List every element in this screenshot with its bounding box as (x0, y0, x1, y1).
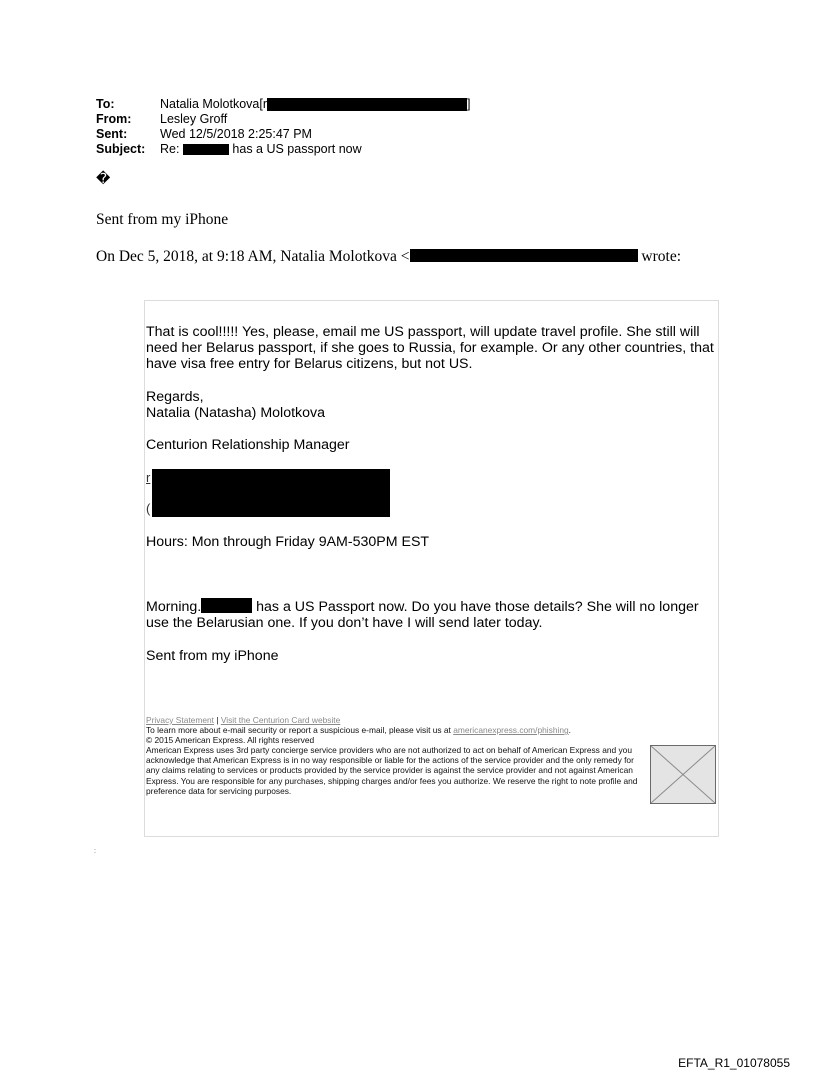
footer-separator: | (216, 715, 219, 725)
redaction-bar (201, 598, 252, 613)
hours-line: Hours: Mon through Friday 9AM-530PM EST (146, 534, 430, 550)
sent-value: Wed 12/5/2018 2:25:47 PM (160, 127, 312, 141)
subject-prefix: Re: (160, 142, 180, 156)
to-label: To: (96, 97, 115, 111)
learn-more-text: To learn more about e-mail security or report a suspicious e-mail, please visit us at (146, 725, 451, 736)
redaction-bar (183, 144, 229, 155)
to-suffix: ] (467, 97, 471, 111)
sender-name: Natalia (Natasha) Molotkova (146, 405, 325, 421)
sender-title: Centurion Relationship Manager (146, 437, 350, 453)
sent-from-iphone: Sent from my iPhone (146, 648, 279, 664)
stray-mark: : (94, 848, 96, 855)
sent-row (96, 127, 470, 142)
phone-fragment: ( (146, 501, 151, 516)
morning-suffix: has a US Passport now. Do you have those details? She will no longer use the Belarusian one. If you don’t have I will send later today. (146, 599, 699, 631)
regards-line: Regards, (146, 389, 204, 405)
subject-label: Subject: (96, 142, 146, 156)
morning-message (146, 598, 718, 631)
learn-suffix: . (568, 725, 571, 736)
privacy-statement-link[interactable]: Privacy Statement (146, 715, 214, 725)
disclaimer-text: American Express uses 3rd party concierge service providers who are not authorized to act on behalf of American Express and you acknowledge that American Express is in no way responsible or liable for the actions of the service provider and the only remedy for any claims relating to services or products provided by the service provider is against the service provider and not against American Express. You are responsible for any purchases, shipping charges and/or fees you authorize. We reserve the right to note profile and preference data for servicing purposes. (146, 745, 638, 796)
from-value: Lesley Groff (160, 112, 228, 126)
replacement-glyph: � (96, 171, 111, 187)
from-row (96, 112, 470, 127)
quote-prefix: On Dec 5, 2018, at 9:18 AM, Natalia Molotkova < (96, 248, 410, 265)
broken-image-icon (651, 746, 715, 803)
to-row (96, 97, 470, 112)
sent-label: Sent: (96, 127, 128, 141)
missing-image-placeholder (650, 745, 716, 804)
email-link-fragment[interactable]: r (146, 470, 151, 485)
morning-prefix: Morning. (146, 599, 202, 615)
amex-footer (146, 715, 646, 796)
quote-intro (96, 248, 681, 266)
subject-row (96, 142, 470, 157)
subject-suffix: has a US passport now (232, 142, 362, 156)
document-id: EFTA_R1_01078055 (678, 1056, 790, 1070)
to-value: Natalia Molotkova[r (160, 97, 267, 111)
email-header (96, 97, 470, 157)
copyright-text: © 2015 American Express. All rights reserved (146, 735, 315, 746)
centurion-website-link[interactable]: Visit the Centurion Card website (220, 715, 341, 725)
redaction-bar (267, 98, 467, 111)
redaction-bar (410, 249, 638, 262)
from-label: From: (96, 112, 132, 126)
quote-suffix: wrote: (641, 248, 682, 265)
sent-from-line: Sent from my iPhone (96, 211, 229, 228)
message-body: That is cool!!!!! Yes, please, email me US passport, will update travel profile. She still will need her Belarus passport, if she goes to Russia, for example. Or any other countries, that have visa free entry for Belarus citizens, but not US. (146, 324, 714, 372)
phishing-link[interactable]: americanexpress.com/phishing (453, 725, 569, 736)
redaction-block (152, 469, 390, 517)
